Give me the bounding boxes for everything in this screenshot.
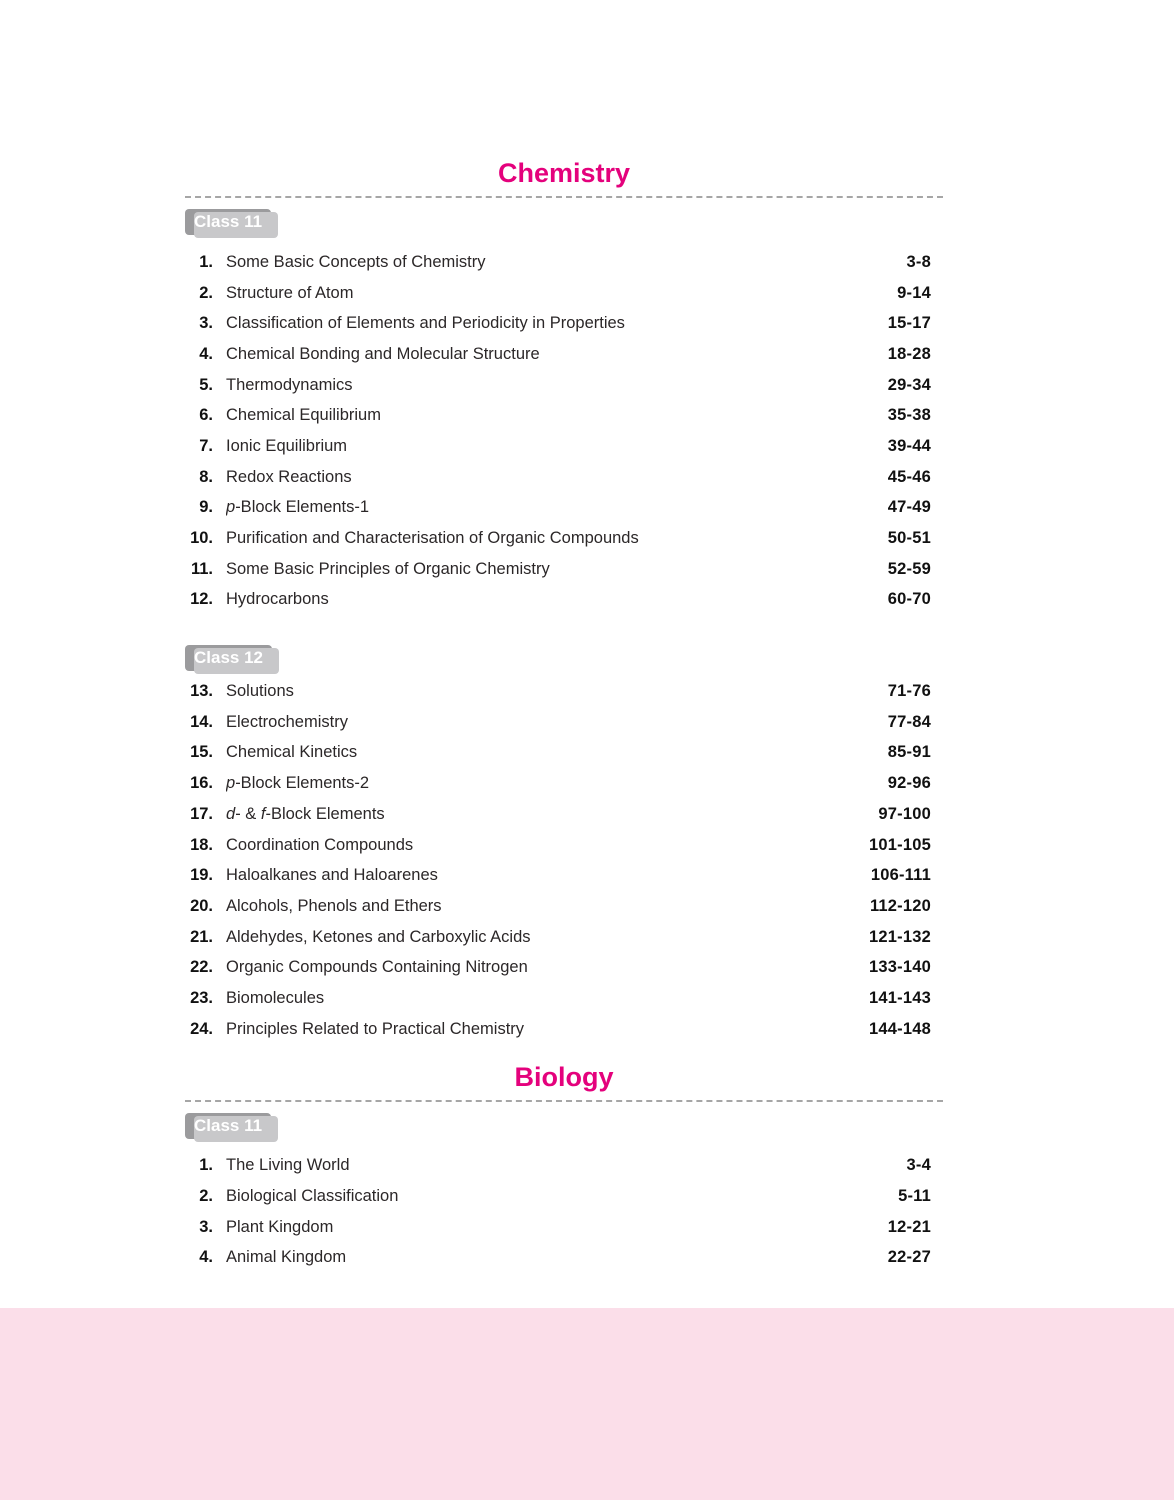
chapter-title: Aldehydes, Ketones and Carboxylic Acids	[226, 927, 531, 946]
chapter-title-segment: -Block Elements-2	[235, 774, 370, 793]
chapter-pages: 5-11	[898, 1187, 931, 1206]
chapter-row	[185, 462, 943, 493]
chapter-number: 13.	[190, 682, 213, 701]
chapter-pages: 45-46	[887, 467, 931, 486]
chapter-row	[185, 493, 943, 524]
chapter-pages: 141-143	[869, 988, 931, 1007]
chapter-number: 14.	[190, 712, 213, 731]
chapter-title: Thermodynamics	[226, 375, 353, 394]
chapter-number: 18.	[190, 835, 213, 854]
chapter-row	[185, 585, 943, 616]
chapter-title: Chemical Bonding and Molecular Structure	[226, 344, 540, 363]
chapter-row	[185, 247, 943, 278]
chapter-row	[185, 400, 943, 431]
chapter-title: Some Basic Principles of Organic Chemistry	[226, 559, 550, 578]
chapter-title: Classification of Elements and Periodicity in Properties	[226, 314, 625, 333]
chapter-pages: 97-100	[878, 804, 931, 823]
chapter-list	[185, 1151, 943, 1274]
chapter-title: Purification and Characterisation of Organic Compounds	[226, 529, 639, 548]
chapter-title: Solutions	[226, 682, 294, 701]
chapter-row	[185, 278, 943, 309]
chapter-row	[185, 860, 943, 891]
chapter-title-segment: p	[226, 498, 236, 517]
chapter-row	[185, 891, 943, 922]
chapter-row	[185, 676, 943, 707]
chapter-row	[185, 554, 943, 585]
chapter-row	[185, 339, 943, 370]
chapter-pages: 52-59	[887, 559, 931, 578]
dashed-separator	[185, 1100, 943, 1102]
chapter-list	[185, 247, 943, 615]
chapter-pages: 133-140	[869, 958, 931, 977]
chapter-number: 9.	[199, 498, 213, 517]
chapter-number: 2.	[199, 1187, 213, 1206]
chapter-pages: 77-84	[887, 712, 931, 731]
chapter-number: 24.	[190, 1019, 213, 1038]
chapter-title: Biomolecules	[226, 988, 325, 1007]
chapter-row	[185, 370, 943, 401]
chapter-number: 12.	[190, 590, 213, 609]
chapter-title	[226, 805, 878, 824]
chapter-row	[185, 1243, 943, 1274]
chapter-number: 8.	[199, 467, 213, 486]
chapter-row	[185, 1212, 943, 1243]
chapter-row	[185, 1151, 943, 1182]
chapter-title-segment: p	[226, 774, 236, 793]
chapter-number: 4.	[199, 344, 213, 363]
chapter-pages: 9-14	[897, 283, 931, 302]
chapter-pages: 60-70	[887, 590, 931, 609]
chapter-pages: 39-44	[887, 436, 931, 455]
chapter-title-segment: -Block Elements	[265, 804, 385, 823]
chapter-number: 1.	[199, 252, 213, 271]
chapter-title: Animal Kingdom	[226, 1248, 347, 1267]
chapter-pages: 22-27	[887, 1248, 931, 1267]
chapter-title	[226, 498, 888, 517]
chapter-title: Structure of Atom	[226, 283, 354, 302]
chapter-pages: 29-34	[887, 375, 931, 394]
chapter-number: 11.	[190, 559, 213, 578]
chapter-number: 3.	[199, 1217, 213, 1236]
chapter-number: 22.	[190, 958, 213, 977]
chapter-row	[185, 983, 943, 1014]
chapter-title: The Living World	[226, 1156, 350, 1175]
chapter-pages: 12-21	[887, 1217, 931, 1236]
chapter-title: Alcohols, Phenols and Ethers	[226, 896, 442, 915]
chapter-pages: 35-38	[887, 406, 931, 425]
chapter-number: 5.	[199, 375, 213, 394]
chapter-number: 21.	[190, 927, 213, 946]
chapter-pages: 3-8	[906, 252, 931, 271]
chapter-pages: 47-49	[887, 498, 931, 517]
chapter-title-segment: f	[260, 804, 266, 823]
class-badge-row	[185, 1113, 943, 1139]
dashed-separator	[185, 196, 943, 198]
chapter-number: 19.	[190, 866, 213, 885]
chapter-number: 3.	[199, 314, 213, 333]
chapter-pages: 121-132	[869, 927, 931, 946]
chapter-title: Haloalkanes and Haloarenes	[226, 866, 438, 885]
chapter-title: Chemical Kinetics	[226, 743, 358, 762]
chapter-number: 16.	[190, 774, 213, 793]
chapter-title: Principles Related to Practical Chemistry	[226, 1019, 525, 1038]
chapter-row	[185, 738, 943, 769]
chapter-row	[185, 830, 943, 861]
chapter-title: Plant Kingdom	[226, 1217, 334, 1236]
chapter-number: 17.	[190, 804, 213, 823]
chapter-row	[185, 308, 943, 339]
chapter-pages: 15-17	[887, 314, 931, 333]
section-title: Biology	[514, 1061, 614, 1092]
chapter-list	[185, 676, 943, 1044]
chapter-number: 20.	[190, 896, 213, 915]
toc-content	[185, 0, 943, 1273]
chapter-title: Some Basic Concepts of Chemistry	[226, 252, 486, 271]
chapter-row	[185, 952, 943, 983]
chapter-title: Coordination Compounds	[226, 835, 414, 854]
chapter-title: Electrochemistry	[226, 712, 348, 731]
section-title: Chemistry	[497, 158, 631, 188]
chapter-row	[185, 1181, 943, 1212]
chapter-row	[185, 799, 943, 830]
chapter-number: 2.	[199, 283, 213, 302]
chapter-title: Organic Compounds Containing Nitrogen	[226, 958, 528, 977]
chapter-title	[226, 774, 888, 793]
class-badge-row	[185, 645, 943, 671]
chapter-title: Hydrocarbons	[226, 590, 329, 609]
chapter-title: Ionic Equilibrium	[226, 436, 348, 455]
chapter-title-segment: d	[226, 804, 236, 823]
chapter-title: Biological Classification	[226, 1187, 399, 1206]
chapter-row	[185, 768, 943, 799]
chapter-row	[185, 922, 943, 953]
chapter-pages: 101-105	[869, 835, 931, 854]
chapter-number: 10.	[190, 529, 213, 548]
chapter-pages: 85-91	[887, 743, 931, 762]
class-badge: Class 12	[185, 645, 272, 671]
chapter-title-segment: - &	[235, 804, 261, 823]
chapter-pages: 3-4	[906, 1156, 931, 1175]
class-badge: Class 11	[185, 209, 271, 235]
chapter-pages: 112-120	[869, 896, 931, 915]
chapter-title: Chemical Equilibrium	[226, 406, 381, 425]
chapter-title: Redox Reactions	[226, 467, 352, 486]
chapter-number: 4.	[199, 1248, 213, 1267]
class-badge: Class 11	[185, 1113, 271, 1139]
chapter-number: 23.	[190, 988, 213, 1007]
chapter-pages: 92-96	[887, 774, 931, 793]
chapter-pages: 106-111	[870, 866, 931, 885]
chapter-row	[185, 523, 943, 554]
footer-band	[0, 1308, 1174, 1500]
chapter-row	[185, 707, 943, 738]
chapter-number: 1.	[199, 1156, 213, 1175]
chapter-pages: 18-28	[887, 344, 931, 363]
chapter-row	[185, 1014, 943, 1045]
chapter-pages: 144-148	[869, 1019, 931, 1038]
chapter-title-segment: -Block Elements-1	[235, 498, 370, 517]
chapter-number: 15.	[190, 743, 213, 762]
chapter-number: 6.	[199, 406, 213, 425]
class-badge-row	[185, 209, 943, 235]
chapter-number: 7.	[199, 436, 213, 455]
chapter-row	[185, 431, 943, 462]
chapter-pages: 71-76	[887, 682, 931, 701]
chapter-pages: 50-51	[887, 529, 931, 548]
